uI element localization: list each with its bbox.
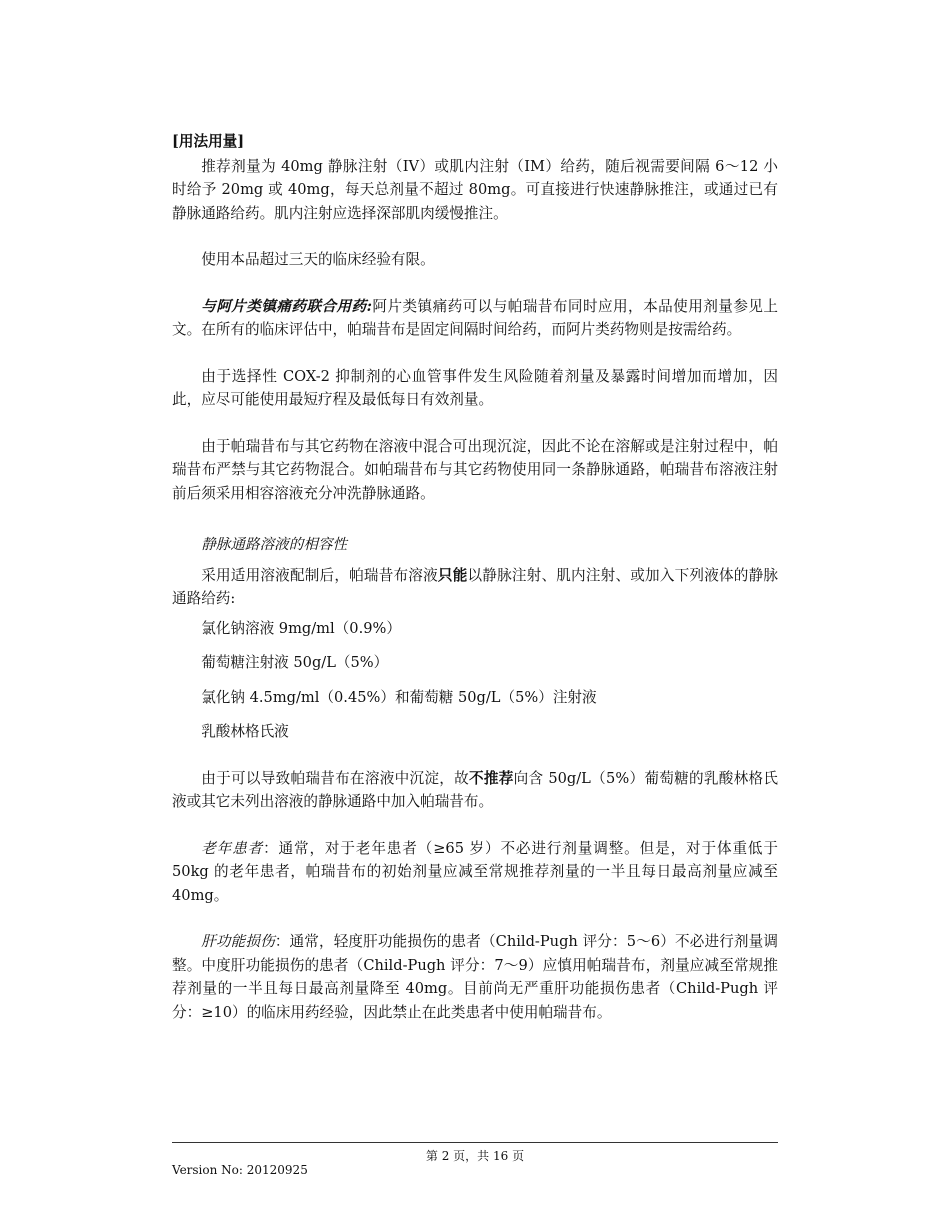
elderly-paragraph xyxy=(172,837,778,908)
not-recommended-b: 向含 50g/L（5%）葡萄糖的乳酸林格氏液或其它未列出溶液的静脉通路中加入帕瑞昔布。 xyxy=(172,769,778,810)
solution-item: 氯化钠溶液 9mg/ml（0.9%） xyxy=(201,619,401,637)
elderly-label: 老年患者 xyxy=(201,839,264,857)
section-title: [用法用量] xyxy=(172,133,245,150)
hepatic-label: 肝功能损伤 xyxy=(201,933,275,950)
elderly-text: ：通常，对于老年患者（≥65 岁）不必进行剂量调整。但是，对于体重低于 50kg 的老年患者，帕瑞昔布的初始剂量应减至常规推荐剂量的一半且每日最高剂量应减至 40mg。 xyxy=(172,839,778,904)
solution-item: 乳酸林格氏液 xyxy=(201,723,289,740)
compatibility-intro-b: 以静脉注射、肌内注射、或加入下列液体的静脉通路给药: xyxy=(172,566,778,607)
version-number: Version No: 20120925 xyxy=(172,1163,308,1177)
document-body xyxy=(172,130,778,1024)
solution-list xyxy=(172,617,778,744)
experience-paragraph: 使用本品超过三天的临床经验有限。 xyxy=(201,251,435,268)
hepatic-text: ：通常，轻度肝功能损伤的患者（Child-Pugh 评分：5～6）不必进行剂量调整。中度肝功能损伤的患者（Child-Pugh 评分：7～9）应慎用帕瑞昔布，剂量应减至常规推荐剂量的一半且每日最高剂量降至 40mg。目前尚无严重肝功能损伤患者（Child-Pugh 评分：≥10）的临床用药经验，因此禁止在此类患者中使用帕瑞昔布。 xyxy=(172,933,778,1021)
compatibility-intro xyxy=(172,564,778,611)
solution-item: 葡萄糖注射液 50g/L（5%） xyxy=(201,654,389,671)
opioid-paragraph xyxy=(172,295,778,342)
not-recommended-a: 由于可以导致帕瑞昔布在溶液中沉淀，故 xyxy=(201,769,470,787)
precipitate-paragraph: 由于帕瑞昔布与其它药物在溶液中混合可出现沉淀，因此不论在溶解或是注射过程中，帕瑞昔布严禁与其它药物混合。如帕瑞昔布与其它药物使用同一条静脉通路，帕瑞昔布溶液注射前后须采用相容溶液充分冲洗静脉通路。 xyxy=(172,437,778,502)
hepatic-paragraph xyxy=(172,930,778,1024)
opioid-label: 与阿片类镇痛药联合用药: xyxy=(201,297,372,315)
not-recommended-bold: 不推荐 xyxy=(469,769,514,787)
opioid-text: 阿片类镇痛药可以与帕瑞昔布同时应用，本品使用剂量参见上文。在所有的临床评估中，帕瑞昔布是固定间隔时间给药，而阿片类药物则是按需给药。 xyxy=(172,297,778,338)
footer-divider xyxy=(172,1142,778,1143)
page-number: 第 2 页，共 16 页 xyxy=(425,1149,525,1163)
not-recommended-paragraph xyxy=(172,767,778,814)
compatibility-intro-bold: 只能 xyxy=(437,566,468,584)
cox2-paragraph: 由于选择性 COX-2 抑制剂的心血管事件发生风险随着剂量及暴露时间增加而增加，因此，应尽可能使用最短疗程及最低每日有效剂量。 xyxy=(172,367,778,408)
solution-item: 氯化钠 4.5mg/ml（0.45%）和葡萄糖 50g/L（5%）注射液 xyxy=(201,688,597,706)
dosage-paragraph: 推荐剂量为 40mg 静脉注射（IV）或肌内注射（IM）给药，随后视需要间隔 6～12 小时给予 20mg 或 40mg，每天总剂量不超过 80mg。可直接进行快速静脉推注，或通过已有静脉通路给药。肌内注射应选择深部肌肉缓慢推注。 xyxy=(172,157,778,222)
compatibility-heading: 静脉通路溶液的相容性 xyxy=(201,536,348,553)
compatibility-intro-a: 采用适用溶液配制后，帕瑞昔布溶液 xyxy=(201,566,438,584)
